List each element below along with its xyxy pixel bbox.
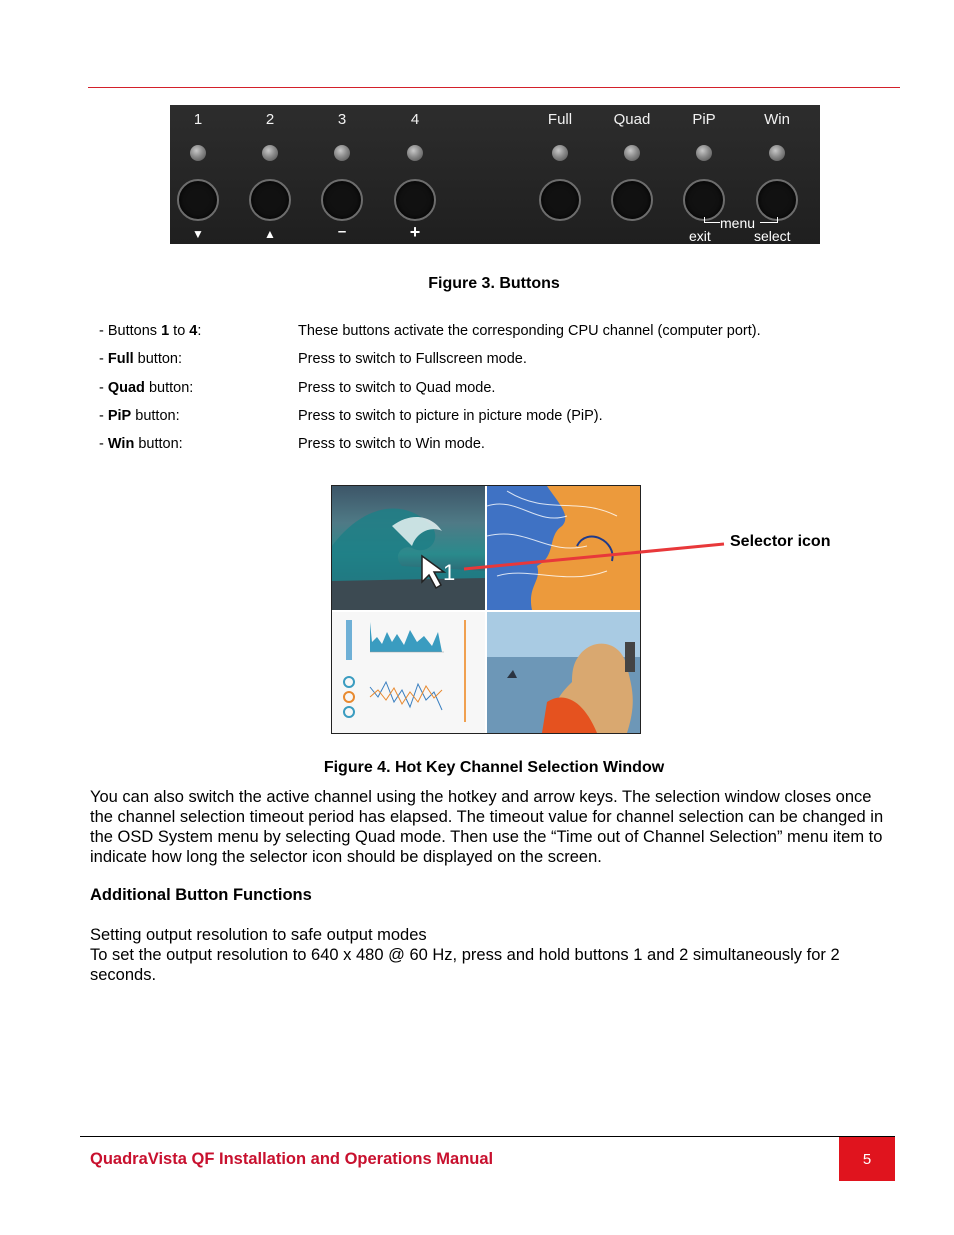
selector-icon-callout: Selector icon [730,533,831,550]
led-3 [334,145,350,161]
footer-title: QuadraVista QF Installation and Operations Manual [90,1150,494,1168]
menu-bracket-line-left [704,222,720,223]
button-label-full: Full [547,111,573,128]
push-button-quad [611,179,653,221]
list-item [99,408,859,436]
figure3-caption: Figure 3. Buttons [428,275,560,292]
plus-icon: + [409,222,421,242]
body-paragraph-2 [90,925,890,985]
push-button-2 [249,179,291,221]
up-arrow-icon: ▲ [264,227,276,241]
list-item-term: - PiP button: [99,407,180,424]
led-pip [696,145,712,161]
list-item-term: - Full button: [99,351,183,368]
button-label-win: Win [764,111,790,128]
body-paragraph: You can also switch the active channel using the hotkey and arrow keys. The selection window closes once the channel selection timeout period has elapsed. The timeout value for channel selection can be changed in the OSD System menu by selecting Quad mode. Then use the “Time out of Channel Selection” menu item to indicate how long the selector icon should be displayed on the screen. [90,788,884,866]
page-number: 5 [839,1137,895,1181]
exit-label: exit [689,228,711,244]
menu-bracket-line-right [760,222,777,223]
select-label: select [754,228,791,244]
footer-rule [80,1136,895,1137]
list-item [99,351,859,379]
list-item-term: - Quad button: [99,379,194,396]
quad-view-image [331,485,641,734]
button-label-quad: Quad [613,111,651,128]
list-item-term: - Win button: [99,436,183,453]
infographic-panel [332,612,485,733]
button-label-3: 3 [337,111,347,128]
minus-icon: – [337,223,347,240]
led-4 [407,145,423,161]
list-item-term: - Buttons 1 to 4: [99,323,202,339]
callout-pointer [460,538,730,574]
led-quad [624,145,640,161]
list-item-description: Press to switch to Quad mode. [298,379,496,396]
figure4-caption: Figure 4. Hot Key Channel Selection Window [323,759,665,776]
push-button-1 [177,179,219,221]
led-2 [262,145,278,161]
list-item-description: Press to switch to picture in picture mode (PiP). [298,407,603,424]
button-label-pip: PiP [692,111,716,128]
push-button-4 [394,179,436,221]
led-win [769,145,785,161]
list-item [99,323,859,351]
down-arrow-icon: ▼ [192,227,204,241]
push-button-pip [683,179,725,221]
channel-number: 1 [443,560,456,585]
push-button-win [756,179,798,221]
led-1 [190,145,206,161]
list-item-description: Press to switch to Fullscreen mode. [298,351,527,368]
body-line-1: Setting output resolution to safe output modes [90,926,427,944]
list-item [99,436,859,464]
whale-watch-photo [487,612,640,733]
list-item-description: These buttons activate the corresponding CPU channel (computer port). [298,323,761,339]
push-button-full [539,179,581,221]
button-panel-image [170,105,820,244]
section-heading: Additional Button Functions [90,886,312,904]
button-label-2: 2 [265,111,275,128]
button-label-4: 4 [410,111,420,128]
button-label-1: 1 [193,111,203,128]
push-button-3 [321,179,363,221]
body-line-2: To set the output resolution to 640 x 480 @ 60 Hz, press and hold buttons 1 and 2 simultaneously for 2 seconds. [90,946,840,984]
list-item-description: Press to switch to Win mode. [298,436,485,453]
list-item [99,380,859,408]
button-description-list [99,323,859,464]
header-rule [88,87,900,88]
menu-label: menu [720,215,756,231]
led-full [552,145,568,161]
menu-bracket-right [777,217,778,223]
